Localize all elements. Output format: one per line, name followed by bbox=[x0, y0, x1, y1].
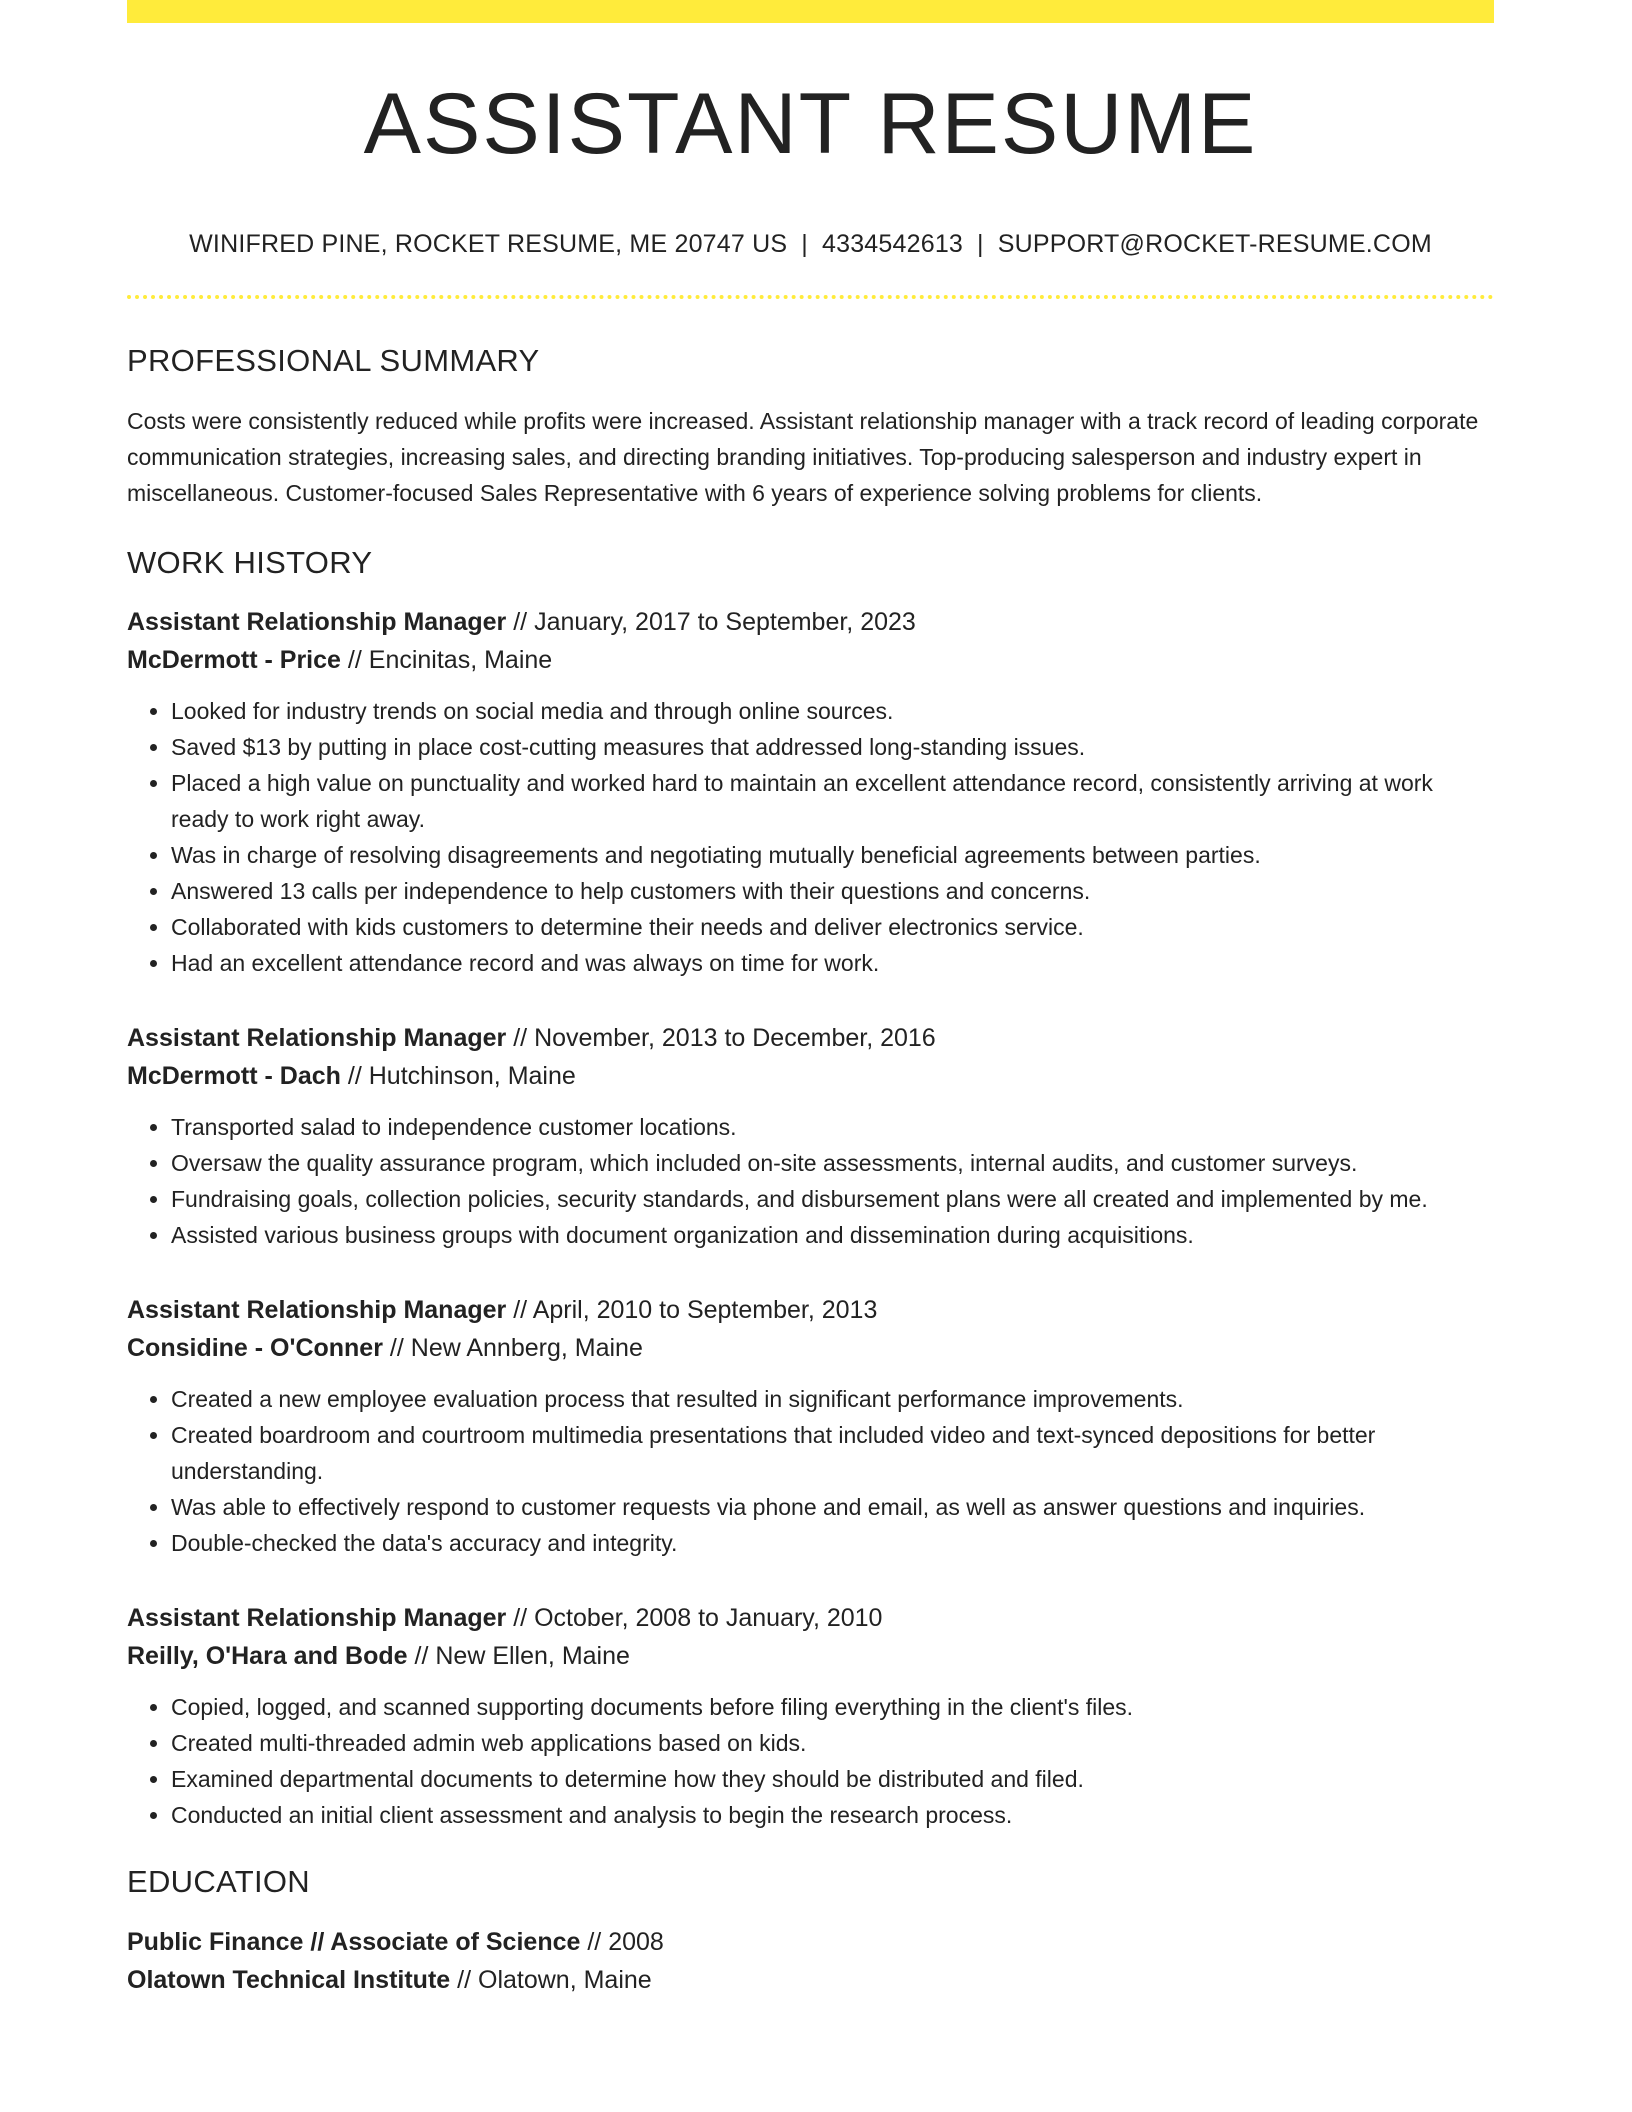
duty-item: • Answered 13 calls per independence to help customers with their questions and concerns. bbox=[171, 873, 1494, 909]
company-name: McDermott - Price bbox=[127, 646, 341, 675]
job-entry bbox=[127, 1019, 1494, 1253]
job-title-line bbox=[127, 1291, 1494, 1329]
company-location: Encinitas, Maine bbox=[368, 646, 553, 675]
company-location: Hutchinson, Maine bbox=[368, 1062, 576, 1091]
degree-name: Public Finance // Associate of Science bbox=[127, 1927, 581, 1956]
job-dates: October, 2008 to January, 2010 bbox=[534, 1604, 883, 1633]
separator: // bbox=[513, 608, 528, 637]
duty-item: • Examined departmental documents to determine how they should be distributed and filed. bbox=[171, 1761, 1494, 1797]
company-name: Reilly, O'Hara and Bode bbox=[127, 1642, 408, 1671]
duty-item: • Fundraising goals, collection policies, security standards, and disbursement plans were all created and implemented by me. bbox=[171, 1181, 1494, 1217]
separator: // bbox=[414, 1642, 429, 1671]
contact-address: WINIFRED PINE, ROCKET RESUME, ME 20747 US bbox=[189, 230, 788, 258]
duty-item: • Copied, logged, and scanned supporting documents before filing everything in the client's files. bbox=[171, 1689, 1494, 1725]
education-heading: EDUCATION bbox=[127, 1864, 310, 1900]
duty-item: • Oversaw the quality assurance program, which included on-site assessments, internal audits, and customer surveys. bbox=[171, 1145, 1494, 1181]
separator: // bbox=[457, 1965, 472, 1994]
work-history-heading: WORK HISTORY bbox=[127, 545, 373, 581]
education-entry bbox=[127, 1923, 1494, 1999]
resume-page bbox=[127, 0, 1494, 1999]
job-company-line bbox=[127, 641, 1494, 679]
duty-item: • Had an excellent attendance record and was always on time for work. bbox=[171, 945, 1494, 981]
duty-item: • Placed a high value on punctuality and worked hard to maintain an excellent attendance record, consistently arriving at work ready to work right away. bbox=[171, 765, 1494, 837]
job-entry bbox=[127, 1291, 1494, 1561]
separator: // bbox=[513, 1604, 528, 1633]
top-accent-bar bbox=[127, 0, 1494, 23]
separator: // bbox=[347, 1062, 362, 1091]
duty-item: • Created multi-threaded admin web applications based on kids. bbox=[171, 1725, 1494, 1761]
graduation-year: 2008 bbox=[608, 1927, 664, 1956]
duty-item: • Assisted various business groups with document organization and dissemination during acquisitions. bbox=[171, 1217, 1494, 1253]
job-title: Assistant Relationship Manager bbox=[127, 1024, 507, 1053]
resume-title: ASSISTANT RESUME bbox=[363, 76, 1258, 172]
duty-item: • Was in charge of resolving disagreements and negotiating mutually beneficial agreements between parties. bbox=[171, 837, 1494, 873]
duty-item: • Created boardroom and courtroom multimedia presentations that included video and text-synced depositions for better understanding. bbox=[171, 1417, 1494, 1489]
summary-heading: PROFESSIONAL SUMMARY bbox=[127, 343, 540, 378]
company-location: New Annberg, Maine bbox=[410, 1334, 643, 1363]
job-company-line bbox=[127, 1637, 1494, 1675]
job-company-line bbox=[127, 1057, 1494, 1095]
job-title: Assistant Relationship Manager bbox=[127, 1296, 507, 1325]
job-dates: November, 2013 to December, 2016 bbox=[534, 1024, 936, 1053]
duty-item: • Saved $13 by putting in place cost-cutting measures that addressed long-standing issues. bbox=[171, 729, 1494, 765]
separator: // bbox=[389, 1334, 404, 1363]
duty-item: • Collaborated with kids customers to determine their needs and deliver electronics service. bbox=[171, 909, 1494, 945]
duties-list bbox=[127, 693, 1494, 981]
job-entry bbox=[127, 603, 1494, 981]
separator: // bbox=[587, 1927, 602, 1956]
company-location: New Ellen, Maine bbox=[435, 1642, 630, 1671]
duty-item: • Double-checked the data's accuracy and integrity. bbox=[171, 1525, 1494, 1561]
job-title: Assistant Relationship Manager bbox=[127, 1604, 507, 1633]
school-line bbox=[127, 1961, 1494, 1999]
summary-text: Costs were consistently reduced while profits were increased. Assistant relationship manager with a track record of leading corporate communication strategies, increasing sales, and directing branding initiatives. Top-producing salesperson and industry expert in miscellaneous. Customer-focused Sales Representative with 6 years of experience solving problems for clients. bbox=[127, 408, 1479, 507]
duties-list bbox=[127, 1381, 1494, 1561]
duties-list bbox=[127, 1109, 1494, 1253]
duties-list bbox=[127, 1689, 1494, 1833]
job-company-line bbox=[127, 1329, 1494, 1367]
degree-line bbox=[127, 1923, 1494, 1961]
contact-email: SUPPORT@ROCKET-RESUME.COM bbox=[997, 230, 1432, 258]
education-list bbox=[127, 1923, 1494, 1999]
duty-item: • Created a new employee evaluation process that resulted in significant performance improvements. bbox=[171, 1381, 1494, 1417]
school-name: Olatown Technical Institute bbox=[127, 1965, 451, 1994]
company-name: Considine - O'Conner bbox=[127, 1334, 383, 1363]
header-divider bbox=[127, 295, 1494, 299]
separator: // bbox=[513, 1024, 528, 1053]
company-name: McDermott - Dach bbox=[127, 1062, 341, 1091]
job-title-line bbox=[127, 1599, 1494, 1637]
duty-item: • Transported salad to independence customer locations. bbox=[171, 1109, 1494, 1145]
job-dates: January, 2017 to September, 2023 bbox=[534, 608, 916, 637]
job-title-line bbox=[127, 1019, 1494, 1057]
contact-line bbox=[127, 229, 1494, 259]
work-history-list bbox=[127, 603, 1494, 1833]
separator: // bbox=[347, 646, 362, 675]
duty-item: • Was able to effectively respond to customer requests via phone and email, as well as answer questions and inquiries. bbox=[171, 1489, 1494, 1525]
job-dates: April, 2010 to September, 2013 bbox=[532, 1296, 878, 1325]
contact-separator: | bbox=[801, 230, 808, 258]
contact-separator: | bbox=[977, 230, 984, 258]
job-entry bbox=[127, 1599, 1494, 1833]
school-location: Olatown, Maine bbox=[478, 1965, 652, 1994]
job-title-line bbox=[127, 603, 1494, 641]
duty-item: • Conducted an initial client assessment and analysis to begin the research process. bbox=[171, 1797, 1494, 1833]
separator: // bbox=[513, 1296, 528, 1325]
contact-phone: 4334542613 bbox=[821, 230, 964, 258]
job-title: Assistant Relationship Manager bbox=[127, 608, 507, 637]
duty-item: • Looked for industry trends on social media and through online sources. bbox=[171, 693, 1494, 729]
